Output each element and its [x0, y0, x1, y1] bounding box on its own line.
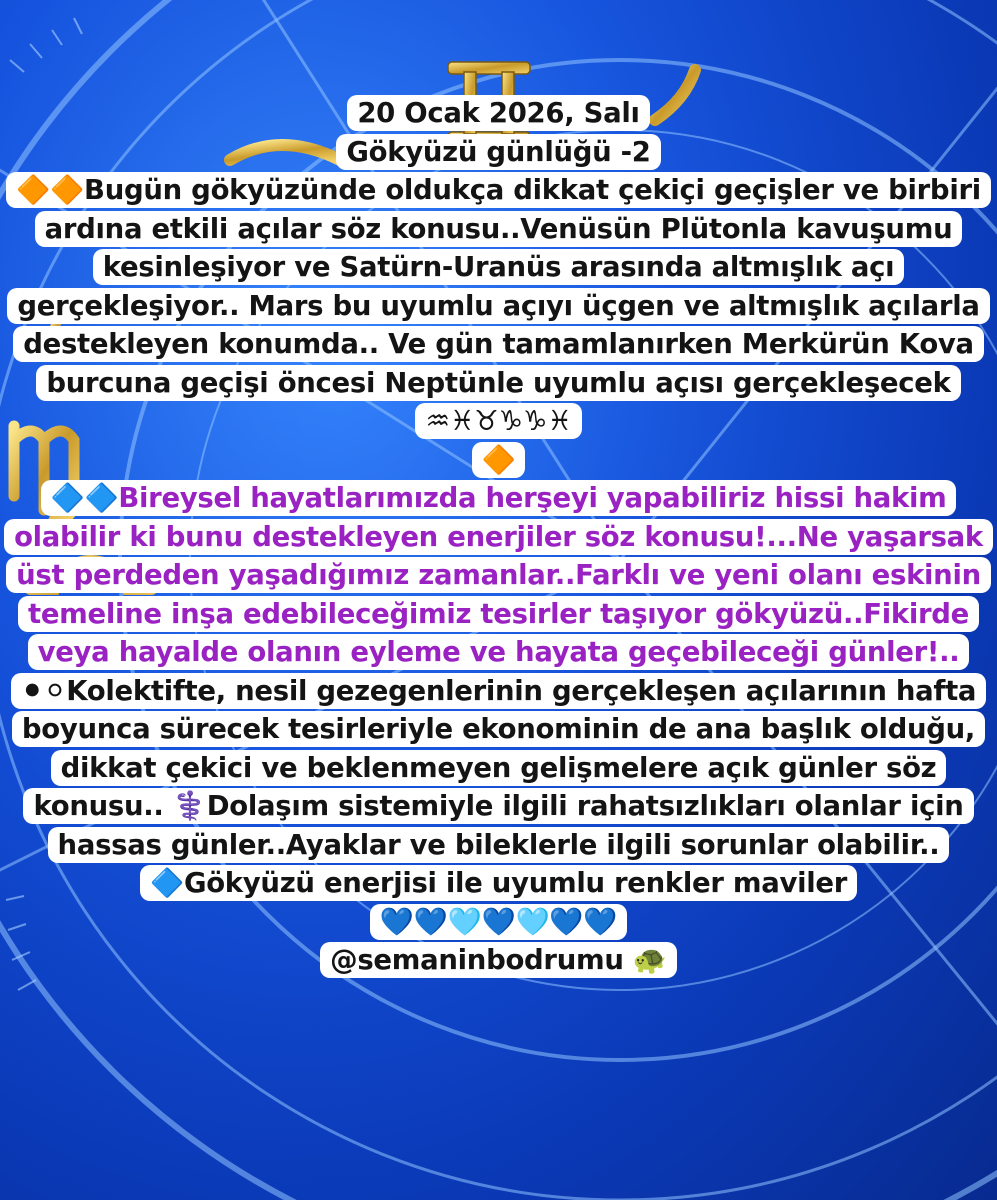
paragraph-1-text: Bugün gökyüzünde oldukça dikkat çekiçi geçişler ve birbiri ardına etkili açılar söz konusu..Venüsün Plütonla kavuşumu kesinleşiyor ve Satürn-Uranüs arasında altmışlık açı gerçekleşiyor.. Mars bu uyumlu açıyı üçgen ve altmışlık açılarla destekleyen konumda.. Ve gün tamamlanırken Merkürün Kova burcuna geçişi öncesi Neptünle uyumlu açısı gerçekleşecek	[17, 174, 981, 399]
paragraph-3	[0, 672, 997, 865]
orange-diamond-icon: 🔶🔶	[16, 174, 85, 206]
black-white-circle-icon: ⚫⚪	[20, 674, 67, 707]
separator-orange-diamond-icon: 🔶	[472, 442, 526, 478]
paragraph-5	[0, 864, 997, 903]
paragraph-2	[0, 479, 997, 672]
blue-hearts-icon: 💙💙🩵💙🩵💙💙	[370, 904, 628, 940]
blue-diamond-icon-2: 🔷	[149, 867, 184, 899]
author-handle: @semaninbodrumu	[330, 944, 624, 976]
paragraph-3-text: Kolektifte, nesil gezegenlerinin gerçekleşen açılarının hafta boyunca sürecek tesirleriyle ekonominin de ana başlık olduğu, dikkat çekici ve beklenmeyen gelişmelere açık günler söz konusu..	[21, 674, 977, 822]
paragraph-2-text: Bireysel hayatlarımızda herşeyi yapabiliriz hissi hakim olabilir ki bunu destekleyen enerjiler söz konusu!...Ne yaşarsak üst perdeden yaşadığımız zamanlar..Farklı ve yeni olanı eskinin temeline inşa edebileceğimiz tesirler taşıyor gökyüzü..Fikirde veya hayalde olanın eyleme ve hayata geçebileceği günler!..	[14, 482, 983, 668]
paragraph-1	[0, 171, 997, 441]
post-text	[0, 94, 997, 980]
paragraph-5-text: Gökyüzü enerjisi ile uyumlu renkler maviler	[183, 867, 848, 899]
post-date: 20 Ocak 2026, Salı	[347, 95, 649, 131]
zodiac-signs-icon: ♒♓♉♑♑♓	[425, 405, 572, 437]
turtle-icon: 🐢	[632, 944, 667, 976]
medical-symbol-icon: ⚕️	[172, 790, 207, 822]
blue-diamond-icon: 🔷🔷	[50, 482, 119, 514]
post-title: Gökyüzü günlüğü -2	[336, 134, 660, 170]
paragraph-4-text: Dolaşım sistemiyle ilgili rahatsızlıkları olanlar için hassas günler..Ayaklar ve bileklerle ilgili sorunlar olabilir..	[57, 790, 964, 861]
